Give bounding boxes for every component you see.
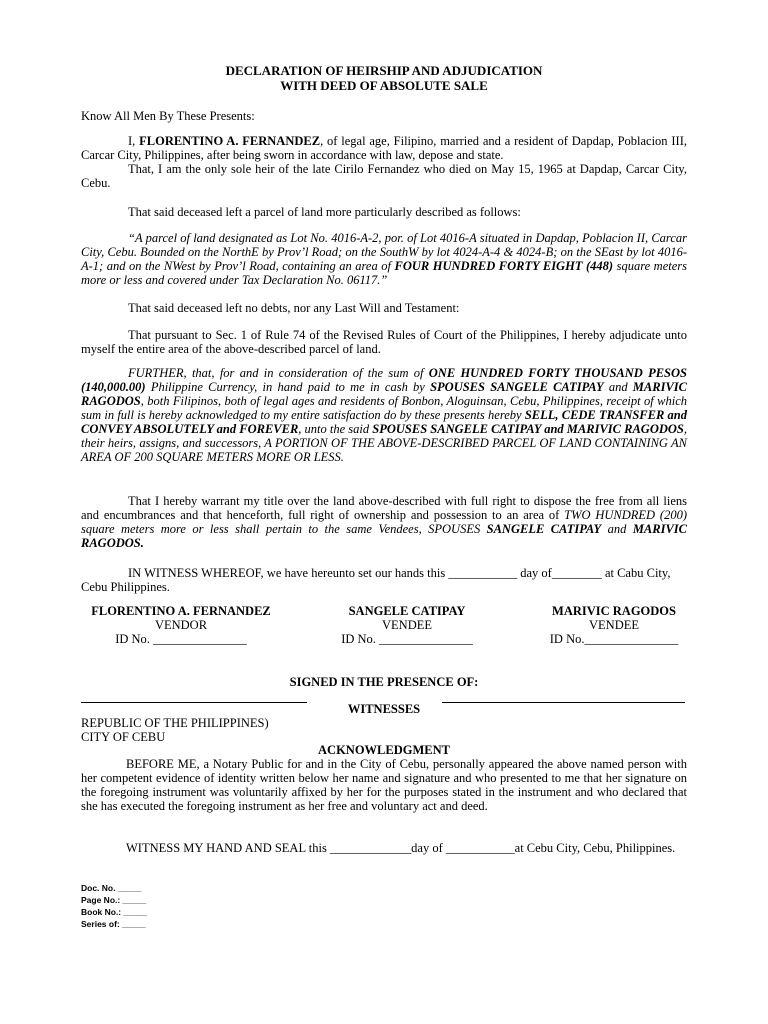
p7-d: and [601,522,633,536]
paragraph-warranty [81,494,687,550]
doc-no: Doc. No. _____ [81,883,142,893]
p6-spouses: SPOUSES SANGELE CATIPAY [430,380,604,394]
document-title-line1: DECLARATION OF HEIRSHIP AND ADJUDICATION [225,63,543,78]
p1-rest: , of legal age, Filipino, married and a resident of Dapdap, Poblacion III, Carcar City, Philippines, after being sworn in accordance with law, depose and state. [81,134,687,162]
signatory-role: VENDOR [154,618,208,632]
paragraph-no-debts: That said deceased left no debts, nor any Last Will and Testament: [128,301,460,315]
p1-pre: I, [128,134,140,148]
p6-g: , both Filipinos, both of legal ages and residents of Bonbon, Aloguinsan, Cebu, Philippines, receipt of which sum in full is hereby acknowledged to my entire satisfaction do by these presents hereby [81,394,687,422]
document-title-line2: WITH DEED OF ABSOLUTE SALE [280,78,488,93]
book-no: Book No.: _____ [81,907,148,917]
signatory-name: FLORENTINO A. FERNANDEZ [91,604,271,618]
signed-presence-heading: SIGNED IN THE PRESENCE OF: [289,675,479,689]
paragraph-in-witness: IN WITNESS WHEREOF, we have hereunto set our hands this ___________ day of________ at Cabu City, Cebu Philippines. [81,566,671,594]
land-desc-text: “A parcel of land designated as Lot No. 4016-A-2, por. of Lot 4016-A situated in Dapdap, Poblacion II, Carcar City, Cebu. Bounded on the NorthE by Prov’l Road; on the SouthW by lot 4024-A-4 & 4024-B; on the SEast by lot 4016-A-1; and on the NWest by Prov’l Road, containing an area of [81,231,687,273]
land-desc-end: square meters more or less and covered under Tax Declaration No. 06117.” [81,259,687,287]
signatory-role: VENDEE [589,618,639,632]
p6-a: FURTHER, that, for and in consideration of the sum of [128,366,429,380]
city-label: CITY OF CEBU [81,730,166,744]
land-description [81,231,687,287]
acknowledgment-title: ACKNOWLEDGMENT [318,743,450,757]
signatory-role: VENDEE [382,618,432,632]
p6-marivic: MARIVIC RAGODOS [81,380,687,408]
paragraph-adjudication: That pursuant to Sec. 1 of Rule 74 of the Revised Rules of Court of the Philippines, I hereby adjudicate unto myself the entire area of the above-described parcel of land. [81,328,687,356]
declarant-name: FLORENTINO A. FERNANDEZ [139,134,321,148]
page-no: Page No.: _____ [81,895,147,905]
p7-b: TWO HUNDRED (200) square meters more or less shall pertain to the same Vendees, SPOUSES [81,508,687,536]
p6-amount: ONE HUNDRED FORTY THOUSAND PESOS (140,000.00) [81,366,687,394]
p7-sangele: SANGELE CATIPAY [486,522,602,536]
paragraph-parcel-intro: That said deceased left a parcel of land more particularly described as follows: [128,205,521,219]
land-area: FOUR HUNDRED FORTY EIGHT (448) [394,259,614,273]
witnesses-label: WITNESSES [347,702,421,716]
series-of: Series of: _____ [81,919,146,929]
signatory-id: ID No._______________ [549,632,679,646]
signatory-vendee-1 [322,604,492,646]
know-all-men: Know All Men By These Presents: [81,109,255,123]
p6-c: Philippine Currency, in hand paid to me in cash by [145,380,431,394]
paragraph-sole-heir: That, I am the only sole heir of the late Cirilo Fernandez who died on May 15, 1965 at Dapdap, Carcar City, Cebu. [81,162,687,190]
p6-sell-cede: SELL, CEDE TRANSFER and CONVEY ABSOLUTELY and FOREVER [81,408,687,436]
p7-a: That I hereby warrant my title over the land above-described with full right to dispose the free from all liens and encumbrances and that henceforth, full right of ownership and possession to an area of [81,494,687,522]
signatory-name: SANGELE CATIPAY [348,604,466,618]
acknowledgment-text: BEFORE ME, a Notary Public for and in the City of Cebu, personally appeared the above named person with her competent evidence of identity written below her name and signature and who presented to me that her signature on the foregoing instrument was voluntarily affixed by her for the purposes stated in the instrument and who declared that she has executed the foregoing instrument as her free and voluntary act and deed. [81,757,687,813]
signatory-vendor [72,604,290,646]
witness-hand-seal: WITNESS MY HAND AND SEAL this _____________day of ___________at Cebu City, Cebu, Philippines. [126,841,676,855]
signatory-id: ID No. _______________ [341,632,473,646]
p7-marivic: MARIVIC RAGODOS. [81,522,688,550]
p6-i: , unto the said [298,422,373,436]
p6-e: and [603,380,633,394]
signatory-vendee-2 [534,604,694,646]
signatory-name: MARIVIC RAGODOS [552,604,676,618]
p6-spouses-both: SPOUSES SANGELE CATIPAY and MARIVIC RAGODOS [372,422,684,436]
paragraph-declarant [81,134,687,162]
signatory-id: ID No. _______________ [115,632,247,646]
paragraph-sale-consideration [81,366,687,464]
republic-label: REPUBLIC OF THE PHILIPPINES) [81,716,269,730]
p6-k: , their heirs, assigns, and successors, A PORTION OF THE ABOVE-DESCRIBED PARCEL OF LAND CONTAINING AN AREA OF 200 SQUARE METERS MORE OR LESS. [81,422,687,464]
